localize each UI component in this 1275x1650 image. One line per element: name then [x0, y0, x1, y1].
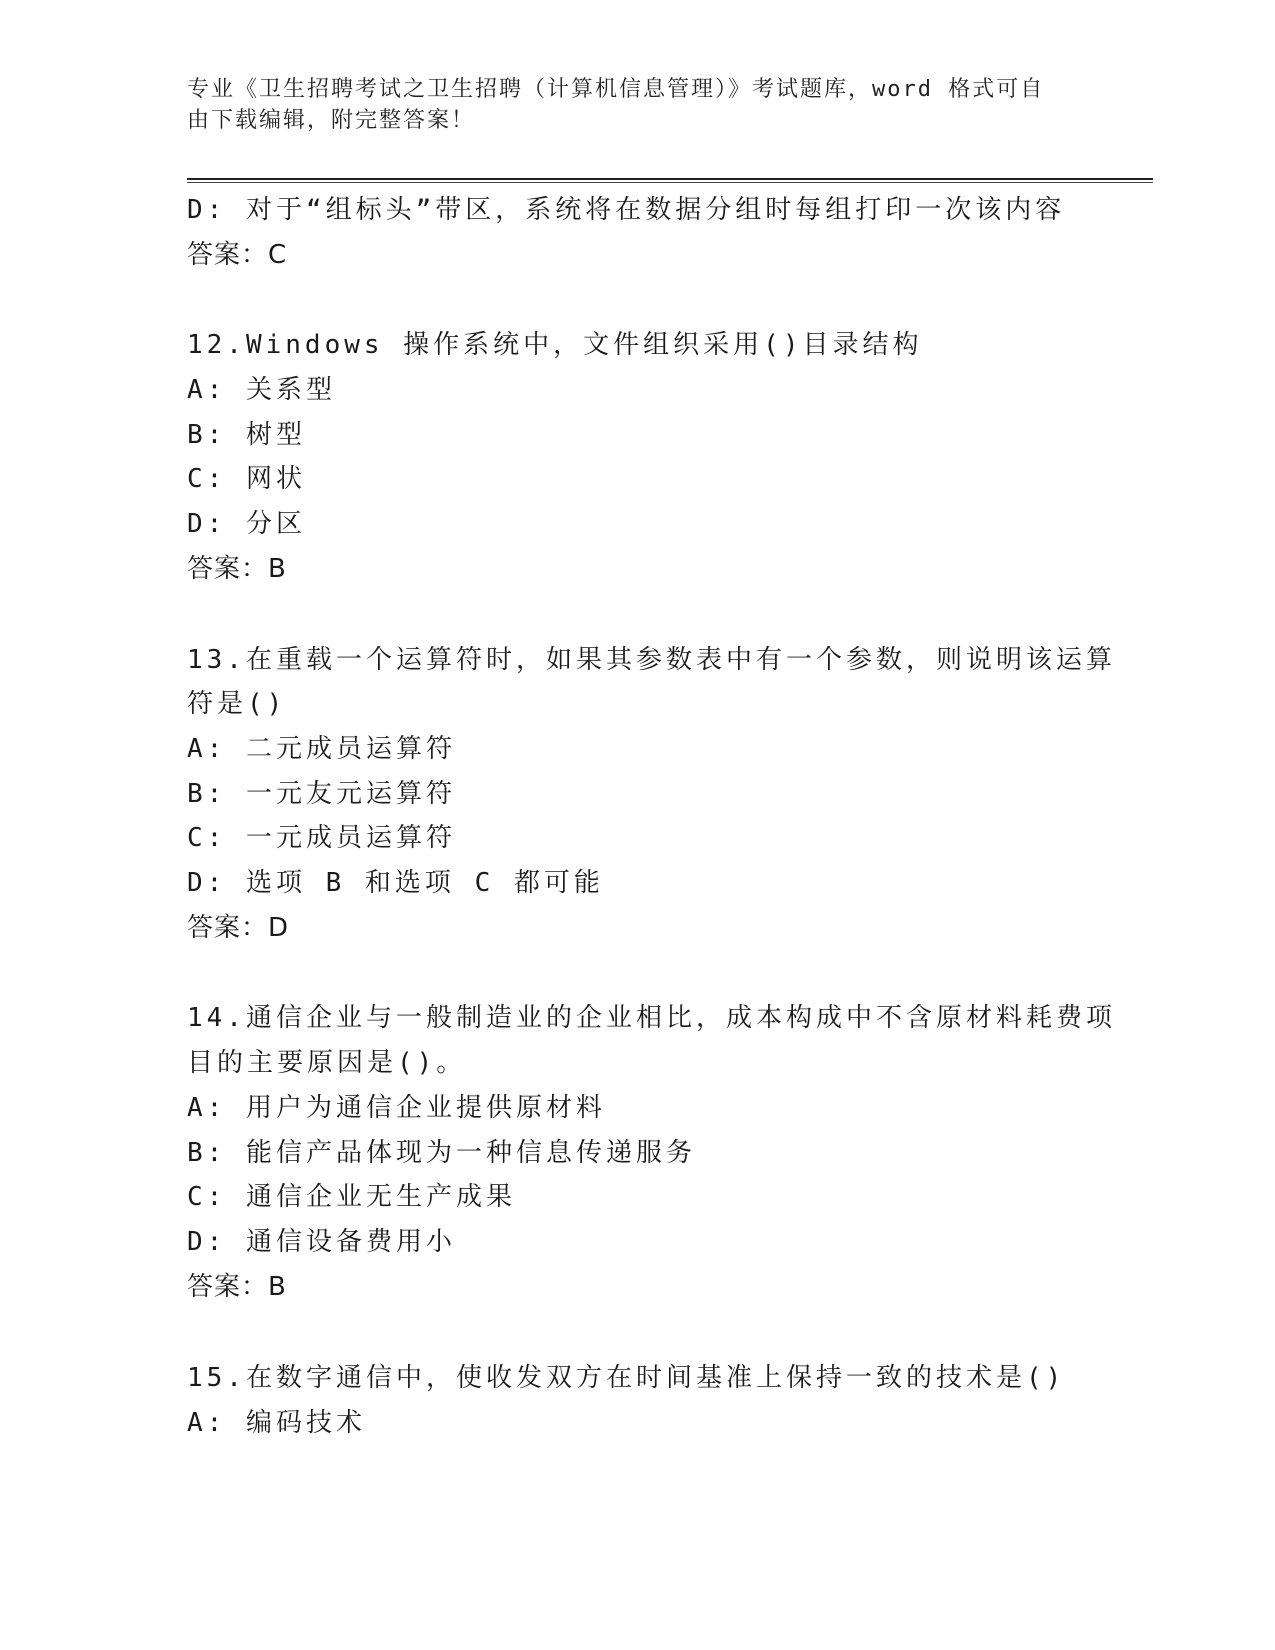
answer-line: 答案：D	[187, 913, 290, 943]
header-divider-thick	[187, 178, 1153, 180]
question-text: 符是()	[187, 689, 287, 719]
answer-line: 答案：C	[187, 240, 288, 270]
option-line: D: 选项 B 和选项 C 都可能	[187, 868, 604, 898]
option-line: B: 树型	[187, 420, 306, 450]
header-line-1: 专业《卫生招聘考试之卫生招聘（计算机信息管理）》考试题库，word 格式可自	[187, 77, 1045, 102]
question-text: 12.Windows 操作系统中，文件组织采用()目录结构	[187, 330, 923, 360]
option-line: D: 分区	[187, 509, 306, 539]
option-line: B: 一元友元运算符	[187, 779, 456, 809]
option-line: A: 二元成员运算符	[187, 734, 456, 764]
question-text: 15.在数字通信中，使收发双方在时间基准上保持一致的技术是()	[187, 1363, 1066, 1393]
option-line: C: 网状	[187, 464, 306, 494]
answer-line: 答案：B	[187, 554, 287, 584]
option-line: A: 编码技术	[187, 1408, 366, 1438]
option-line: A: 用户为通信企业提供原材料	[187, 1093, 606, 1123]
header-divider-thin	[187, 182, 1153, 183]
option-line: B: 能信产品体现为一种信息传递服务	[187, 1138, 696, 1168]
option-line: C: 通信企业无生产成果	[187, 1182, 516, 1212]
option-line: C: 一元成员运算符	[187, 823, 456, 853]
header-line-2: 由下载编辑，附完整答案！	[187, 108, 476, 133]
question-text: 13.在重载一个运算符时，如果其参数表中有一个参数，则说明该运算	[187, 645, 1116, 675]
question-text: 目的主要原因是()。	[187, 1048, 467, 1078]
option-line: D: 通信设备费用小	[187, 1227, 456, 1257]
option-line: A: 关系型	[187, 375, 336, 405]
question-text: 14.通信企业与一般制造业的企业相比，成本构成中不含原材料耗费项	[187, 1003, 1116, 1033]
option-line: D: 对于“组标头”带区，系统将在数据分组时每组打印一次该内容	[187, 195, 1066, 225]
document-header	[187, 74, 1077, 136]
answer-line: 答案：B	[187, 1272, 287, 1302]
